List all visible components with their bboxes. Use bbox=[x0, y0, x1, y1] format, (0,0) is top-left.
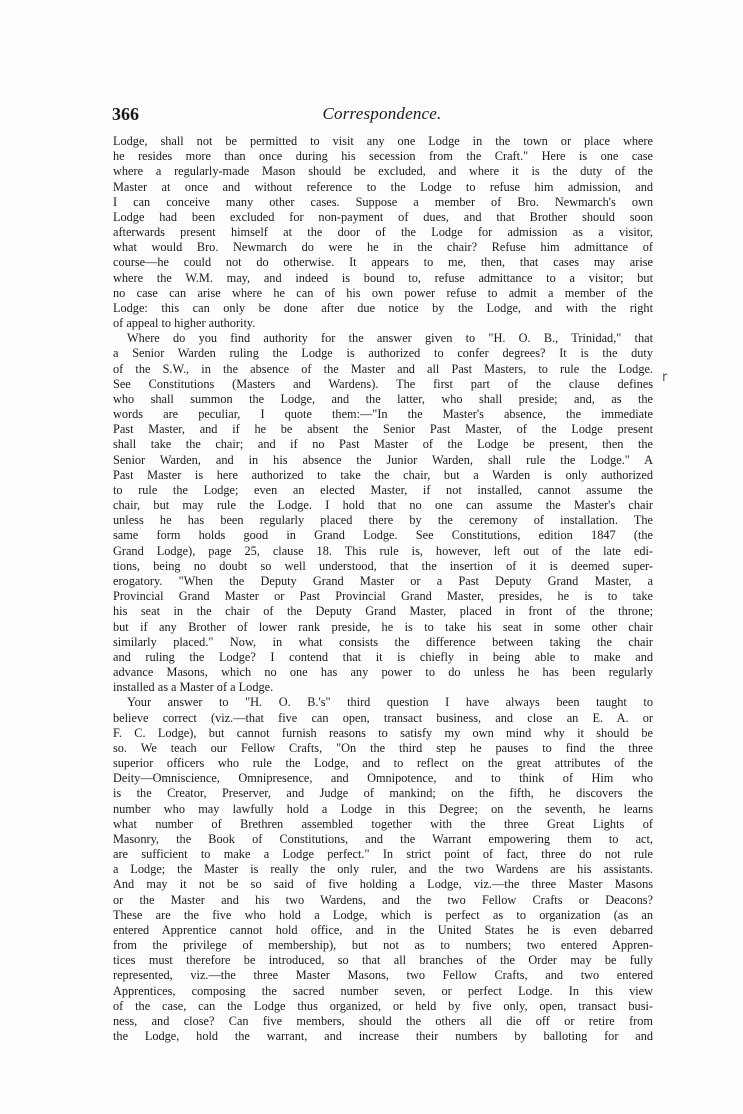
text-line: what number of Brethren assembled together with the three Great Lights of bbox=[113, 816, 653, 831]
text-line: what would Bro. Newmarch do were he in the chair? Refuse him admittance of bbox=[113, 240, 653, 255]
text-line: where the W.M. may, and indeed is bound to, refuse admittance to a visitor; but bbox=[113, 270, 653, 285]
text-line: Lodge had been excluded for non-payment of dues, and that Brother should soon bbox=[113, 209, 653, 224]
text-line: shall take the chair; and if no Past Master of the Lodge be present, then the bbox=[113, 437, 653, 452]
text-line: a Senior Warden ruling the Lodge is authorized to confer degrees? It is the duty bbox=[113, 346, 653, 361]
text-line: tions, being no doubt so well understood, that the insertion of it is deemed super- bbox=[113, 558, 653, 573]
text-line: afterwards present himself at the door of the Lodge for admission as a visitor, bbox=[113, 225, 653, 240]
text-line: of the S.W., in the absence of the Master and all Past Masters, to rule the Lodge. bbox=[113, 361, 653, 376]
text-line: and ruling the Lodge? I contend that it is chiefly in being able to make and bbox=[113, 649, 653, 664]
text-line: erogatory. "When the Deputy Grand Master or a Past Deputy Grand Master, a bbox=[113, 573, 653, 588]
text-line: of appeal to higher authority. bbox=[113, 316, 256, 331]
text-line: similarly placed." Now, in what consists the difference between taking the chair bbox=[113, 634, 653, 649]
text-line: Past Master is here authorized to take the chair, but a Warden is only authorized bbox=[113, 467, 653, 482]
text-line: Grand Lodge), page 25, clause 18. This rule is, however, left out of the late edi- bbox=[113, 543, 653, 558]
page-header bbox=[112, 104, 652, 130]
margin-mark: r bbox=[662, 370, 668, 385]
text-line: ness, and close? Can five members, should the others all die off or retire from bbox=[113, 1013, 653, 1028]
body-text bbox=[113, 134, 653, 1044]
text-line: Masonry, the Book of Constitutions, and the Warrant empowering them to act, bbox=[113, 831, 653, 846]
text-line: no case can arise where he can of his own power refuse to admit a member of the bbox=[113, 285, 653, 300]
text-line: unless he has been regularly placed there by the ceremony of installation. The bbox=[113, 513, 653, 528]
text-line: the Lodge, hold the warrant, and increase their numbers by balloting for and bbox=[113, 1029, 653, 1044]
text-line: his seat in the chair of the Deputy Grand Master, placed in front of the throne; bbox=[113, 604, 653, 619]
text-line: See Constitutions (Masters and Wardens). The first part of the clause defines bbox=[113, 376, 653, 391]
text-line: And may it not be so said of five holding a Lodge, viz.—the three Master Masons bbox=[113, 877, 653, 892]
text-line: course—he could not do otherwise. It appears to me, then, that cases may arise bbox=[113, 255, 653, 270]
text-line: Where do you find authority for the answer given to "H. O. B., Trinidad," that bbox=[127, 331, 653, 346]
running-head: Correspondence. bbox=[322, 104, 442, 123]
text-line: represented, viz.—the three Master Masons, two Fellow Crafts, and two entered bbox=[113, 968, 653, 983]
text-line: Lodge, shall not be permitted to visit any one Lodge in the town or place where bbox=[113, 134, 653, 148]
text-line: so. We teach our Fellow Crafts, "On the third step he pauses to find the three bbox=[113, 740, 653, 755]
text-line: advance Masons, which no one has any power to do unless he has been regularly bbox=[113, 665, 653, 680]
text-line: who shall summon the Lodge, and the latter, who shall preside; and, as the bbox=[113, 391, 653, 406]
text-line: superior officers who rule the Lodge, and to reflect on the great attributes of the bbox=[113, 756, 653, 771]
text-line: words are peculiar, I quote them:—"In the Master's absence, the immediate bbox=[113, 407, 653, 422]
text-line: number who may lawfully hold a Lodge in this Degree; on the seventh, he learns bbox=[113, 801, 653, 816]
text-line: but if any Brother of lower rank preside, he is to take his seat in some other chair bbox=[113, 619, 653, 634]
text-line: I can conceive many other cases. Suppose a member of Bro. Newmarch's own bbox=[113, 194, 653, 209]
text-line: to rule the Lodge; even an elected Master, if not installed, cannot assume the bbox=[113, 482, 653, 497]
text-line: Senior Warden, and in his absence the Junior Warden, shall rule the Lodge." A bbox=[113, 452, 653, 467]
text-line: Past Master, and if he be absent the Senior Past Master, of the Lodge present bbox=[113, 422, 653, 437]
text-line: or the Master and his two Wardens, and the two Fellow Crafts or Deacons? bbox=[113, 892, 653, 907]
text-line: Lodge: this can only be done after due notice by the Lodge, and with the right bbox=[113, 300, 653, 315]
text-line: entered Apprentice cannot hold office, and in the United States he is even debarred bbox=[113, 922, 653, 937]
text-line: tices must therefore be introduced, so that all branches of the Order may be fully bbox=[113, 953, 653, 968]
text-line: from the privilege of membership), but not as to numbers; two entered Appren- bbox=[113, 938, 653, 953]
text-line: Apprentices, composing the sacred number seven, or perfect Lodge. In this view bbox=[113, 983, 653, 998]
text-line: F. C. Lodge), but cannot furnish reasons to satisfy my own mind why it should be bbox=[113, 725, 653, 740]
page-number: 366 bbox=[112, 104, 139, 124]
text-line: chair, but may rule the Lodge. I hold that no one can assume the Master's chair bbox=[113, 498, 653, 513]
text-line: Provincial Grand Master or Past Provincial Grand Master, presides, he is to take bbox=[113, 589, 653, 604]
text-line: Deity—Omniscience, Omnipresence, and Omnipotence, and to think of Him who bbox=[113, 771, 653, 786]
text-line: where a regularly-made Mason should be excluded, and where it is the duty of the bbox=[113, 164, 653, 179]
text-line: is the Creator, Preserver, and Judge of mankind; on the fifth, he discovers the bbox=[113, 786, 653, 801]
text-line: believe correct (viz.—that five can open, transact business, and close an E. A. or bbox=[113, 710, 653, 725]
text-line: same form holds good in Grand Lodge. See Constitutions, edition 1847 (the bbox=[113, 528, 653, 543]
text-line: Your answer to "H. O. B.'s" third question I have always been taught to bbox=[127, 695, 653, 710]
text-line: are sufficient to make a Lodge perfect." In strict point of fact, three do not rule bbox=[113, 847, 653, 862]
text-line: Master at once and without reference to the Lodge to refuse him admission, and bbox=[113, 179, 653, 194]
text-line: a Lodge; the Master is really the only ruler, and the two Wardens are his assistants. bbox=[113, 862, 653, 877]
text-line: of the case, can the Lodge thus organized, or held by five only, open, transact busi- bbox=[113, 998, 653, 1013]
text-line: he resides more than once during his secession from the Craft." Here is one case bbox=[113, 149, 653, 164]
text-line: These are the five who hold a Lodge, which is perfect as to organization (as an bbox=[113, 907, 653, 922]
text-line: installed as a Master of a Lodge. bbox=[113, 680, 274, 695]
